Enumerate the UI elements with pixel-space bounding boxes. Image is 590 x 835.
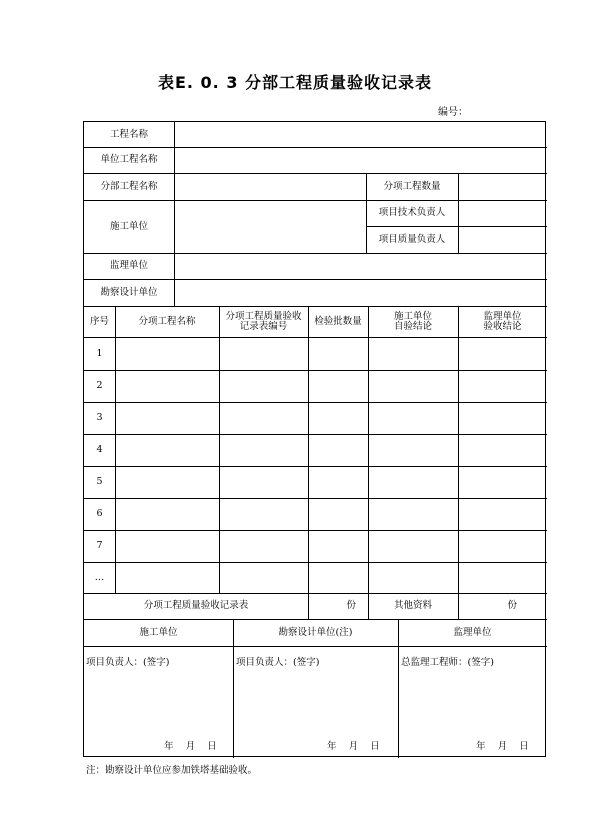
sign-survey-design-unit: 勘察设计单位(注) <box>278 626 353 638</box>
survey-design-unit-field[interactable] <box>174 279 547 306</box>
col-header-batch-count: 检验批数量 <box>314 315 362 327</box>
project-name-field[interactable] <box>174 122 547 147</box>
supervision-unit-label: 监理单位 <box>109 260 148 271</box>
construction-unit-label: 施工单位 <box>109 220 148 232</box>
project-name-label: 工程名称 <box>109 128 148 140</box>
footnote: 注：勘察设计单位应参加铁塔基础验收。 <box>86 765 258 776</box>
design-signature-label: 项目负责人：(签字) <box>236 657 320 668</box>
construction-date: 年 月 日 <box>164 741 217 752</box>
col-header-supervision-conclusion: 监理单位 验收结论 <box>483 310 522 332</box>
design-date: 年 月 日 <box>327 741 380 752</box>
records-count-label: 分项工程质量验收记录表 <box>143 600 249 611</box>
col-header-subitem-name: 分项工程名称 <box>138 315 196 327</box>
col-header-construction-conclusion: 施工单位 自验结论 <box>393 310 432 332</box>
survey-design-unit-label: 勘察设计单位 <box>100 286 158 298</box>
row-number: 1 <box>96 347 103 359</box>
row-number: 4 <box>96 444 103 455</box>
supervision-unit-field[interactable] <box>174 253 547 279</box>
sign-construction-unit: 施工单位 <box>139 626 178 638</box>
sign-supervision-unit: 监理单位 <box>453 626 492 638</box>
subitem-count-field[interactable] <box>458 173 547 200</box>
acceptance-form <box>83 121 546 757</box>
doc-number-label: 编号： <box>438 107 468 118</box>
other-docs-label: 其他资料 <box>393 600 432 611</box>
division-project-name-field[interactable] <box>174 173 366 200</box>
tech-lead-field[interactable] <box>458 200 547 226</box>
division-project-name-label: 分部工程名称 <box>100 180 158 192</box>
row-number: … <box>94 571 105 583</box>
row-number: 2 <box>96 380 103 391</box>
quality-lead-label: 项目质量负责人 <box>378 233 446 245</box>
row-number: 3 <box>96 412 103 423</box>
col-header-seq: 序号 <box>89 315 109 327</box>
row-number: 6 <box>96 508 103 519</box>
unit-project-name-field[interactable] <box>174 147 547 173</box>
construction-signature-label: 项目负责人：(签字) <box>86 657 170 668</box>
supervision-signature-label: 总监理工程师：(签字) <box>401 657 494 668</box>
unit-project-name-label: 单位工程名称 <box>100 154 158 165</box>
page-title: 表E. 0. 3 分部工程质量验收记录表 <box>157 73 433 92</box>
row-number: 7 <box>96 540 103 551</box>
other-docs-unit: 份 <box>507 600 517 611</box>
tech-lead-label: 项目技术负责人 <box>378 207 446 218</box>
col-header-record-no: 分项工程质量验收 记录表编号 <box>225 310 302 332</box>
records-count-unit: 份 <box>346 600 356 611</box>
row-number: 5 <box>96 476 103 487</box>
subitem-count-label: 分项工程数量 <box>383 180 441 192</box>
supervision-date: 年 月 日 <box>476 741 529 752</box>
quality-lead-field[interactable] <box>458 226 547 253</box>
construction-unit-field[interactable] <box>174 200 366 253</box>
